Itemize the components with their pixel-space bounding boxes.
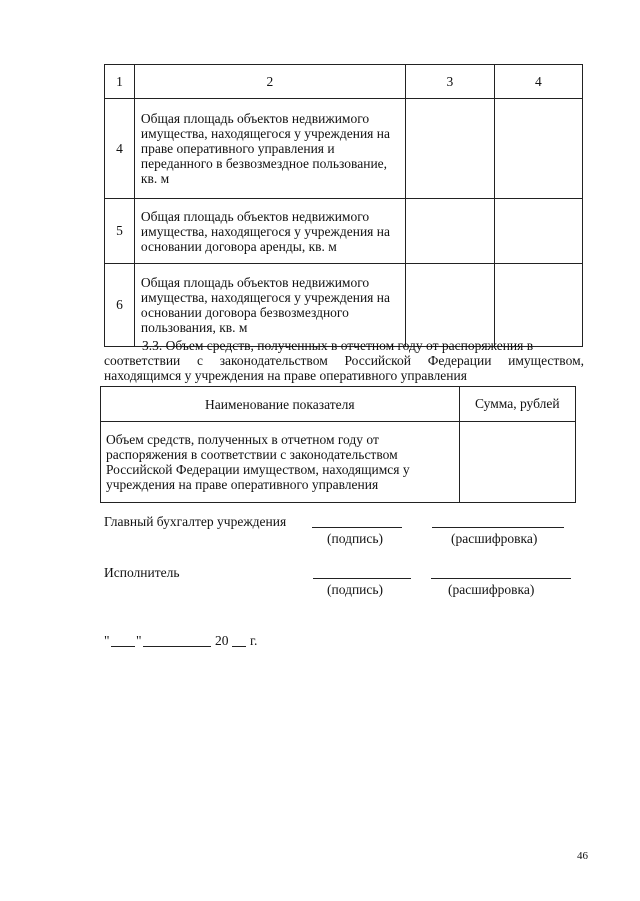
section-heading-rest: соответствии с законодательством Российской Федерации имуществом, находящимся у учреждения на праве оперативного управления bbox=[104, 353, 584, 383]
table-row bbox=[101, 422, 576, 503]
funds-table-header bbox=[101, 387, 576, 422]
executor-decoding-line[interactable] bbox=[431, 578, 571, 579]
row-cell-3 bbox=[405, 264, 494, 347]
date-month-line[interactable] bbox=[143, 646, 211, 647]
row-name: Общая площадь объектов недвижимого имущества, находящегося у учреждения на праве оперативного управления и переданного в безвозмездное пользование, кв. м bbox=[134, 99, 405, 199]
date-year-suffix: г. bbox=[250, 633, 258, 648]
chief-signature-caption: (подпись) bbox=[327, 531, 384, 546]
header-col-4: 4 bbox=[494, 65, 582, 99]
header-col-3: 3 bbox=[405, 65, 494, 99]
table-row bbox=[105, 199, 583, 264]
date-open-quote: " bbox=[104, 633, 110, 648]
date-close-quote: " bbox=[136, 633, 142, 648]
row-cell-4 bbox=[494, 264, 582, 347]
chief-decoding-line[interactable] bbox=[432, 527, 564, 528]
date-year-line[interactable] bbox=[232, 646, 246, 647]
row-number: 4 bbox=[105, 99, 135, 199]
table-row bbox=[105, 99, 583, 199]
page-number: 46 bbox=[577, 850, 588, 862]
header-sum: Сумма, рублей bbox=[459, 387, 575, 422]
section-heading bbox=[104, 338, 584, 383]
date-day-line[interactable] bbox=[111, 646, 135, 647]
funds-table bbox=[100, 386, 576, 503]
table-row bbox=[105, 264, 583, 347]
chief-signature-line[interactable] bbox=[312, 527, 402, 528]
date-year-prefix: 20 bbox=[215, 633, 229, 648]
executor-signature-caption: (подпись) bbox=[327, 582, 384, 597]
row-number: 6 bbox=[105, 264, 135, 347]
row-cell-3 bbox=[405, 99, 494, 199]
row-number: 5 bbox=[105, 199, 135, 264]
row-cell-4 bbox=[494, 99, 582, 199]
sum-value bbox=[459, 422, 575, 503]
section-heading-first-line: 3.3. Объем средств, полученных в отчетном году от распоряжения в bbox=[142, 338, 534, 353]
header-col-1: 1 bbox=[105, 65, 135, 99]
row-cell-4 bbox=[494, 199, 582, 264]
executor-signature-line[interactable] bbox=[313, 578, 411, 579]
row-cell-3 bbox=[405, 199, 494, 264]
header-col-2: 2 bbox=[134, 65, 405, 99]
chief-accountant-label: Главный бухгалтер учреждения bbox=[104, 514, 287, 529]
executor-label: Исполнитель bbox=[104, 565, 180, 580]
chief-decoding-caption: (расшифровка) bbox=[451, 531, 538, 546]
indicator-name: Объем средств, полученных в отчетном году от распоряжения в соответствии с законодательством Российской Федерации имуществом, находящимся у учреждения на праве оперативного управления bbox=[101, 422, 460, 503]
area-table-header bbox=[105, 65, 583, 99]
row-name: Общая площадь объектов недвижимого имущества, находящегося у учреждения на основании договора аренды, кв. м bbox=[134, 199, 405, 264]
area-table bbox=[104, 64, 583, 347]
header-indicator: Наименование показателя bbox=[101, 387, 460, 422]
row-name: Общая площадь объектов недвижимого имущества, находящегося у учреждения на основании договора безвозмездного пользования, кв. м bbox=[134, 264, 405, 347]
executor-decoding-caption: (расшифровка) bbox=[448, 582, 535, 597]
